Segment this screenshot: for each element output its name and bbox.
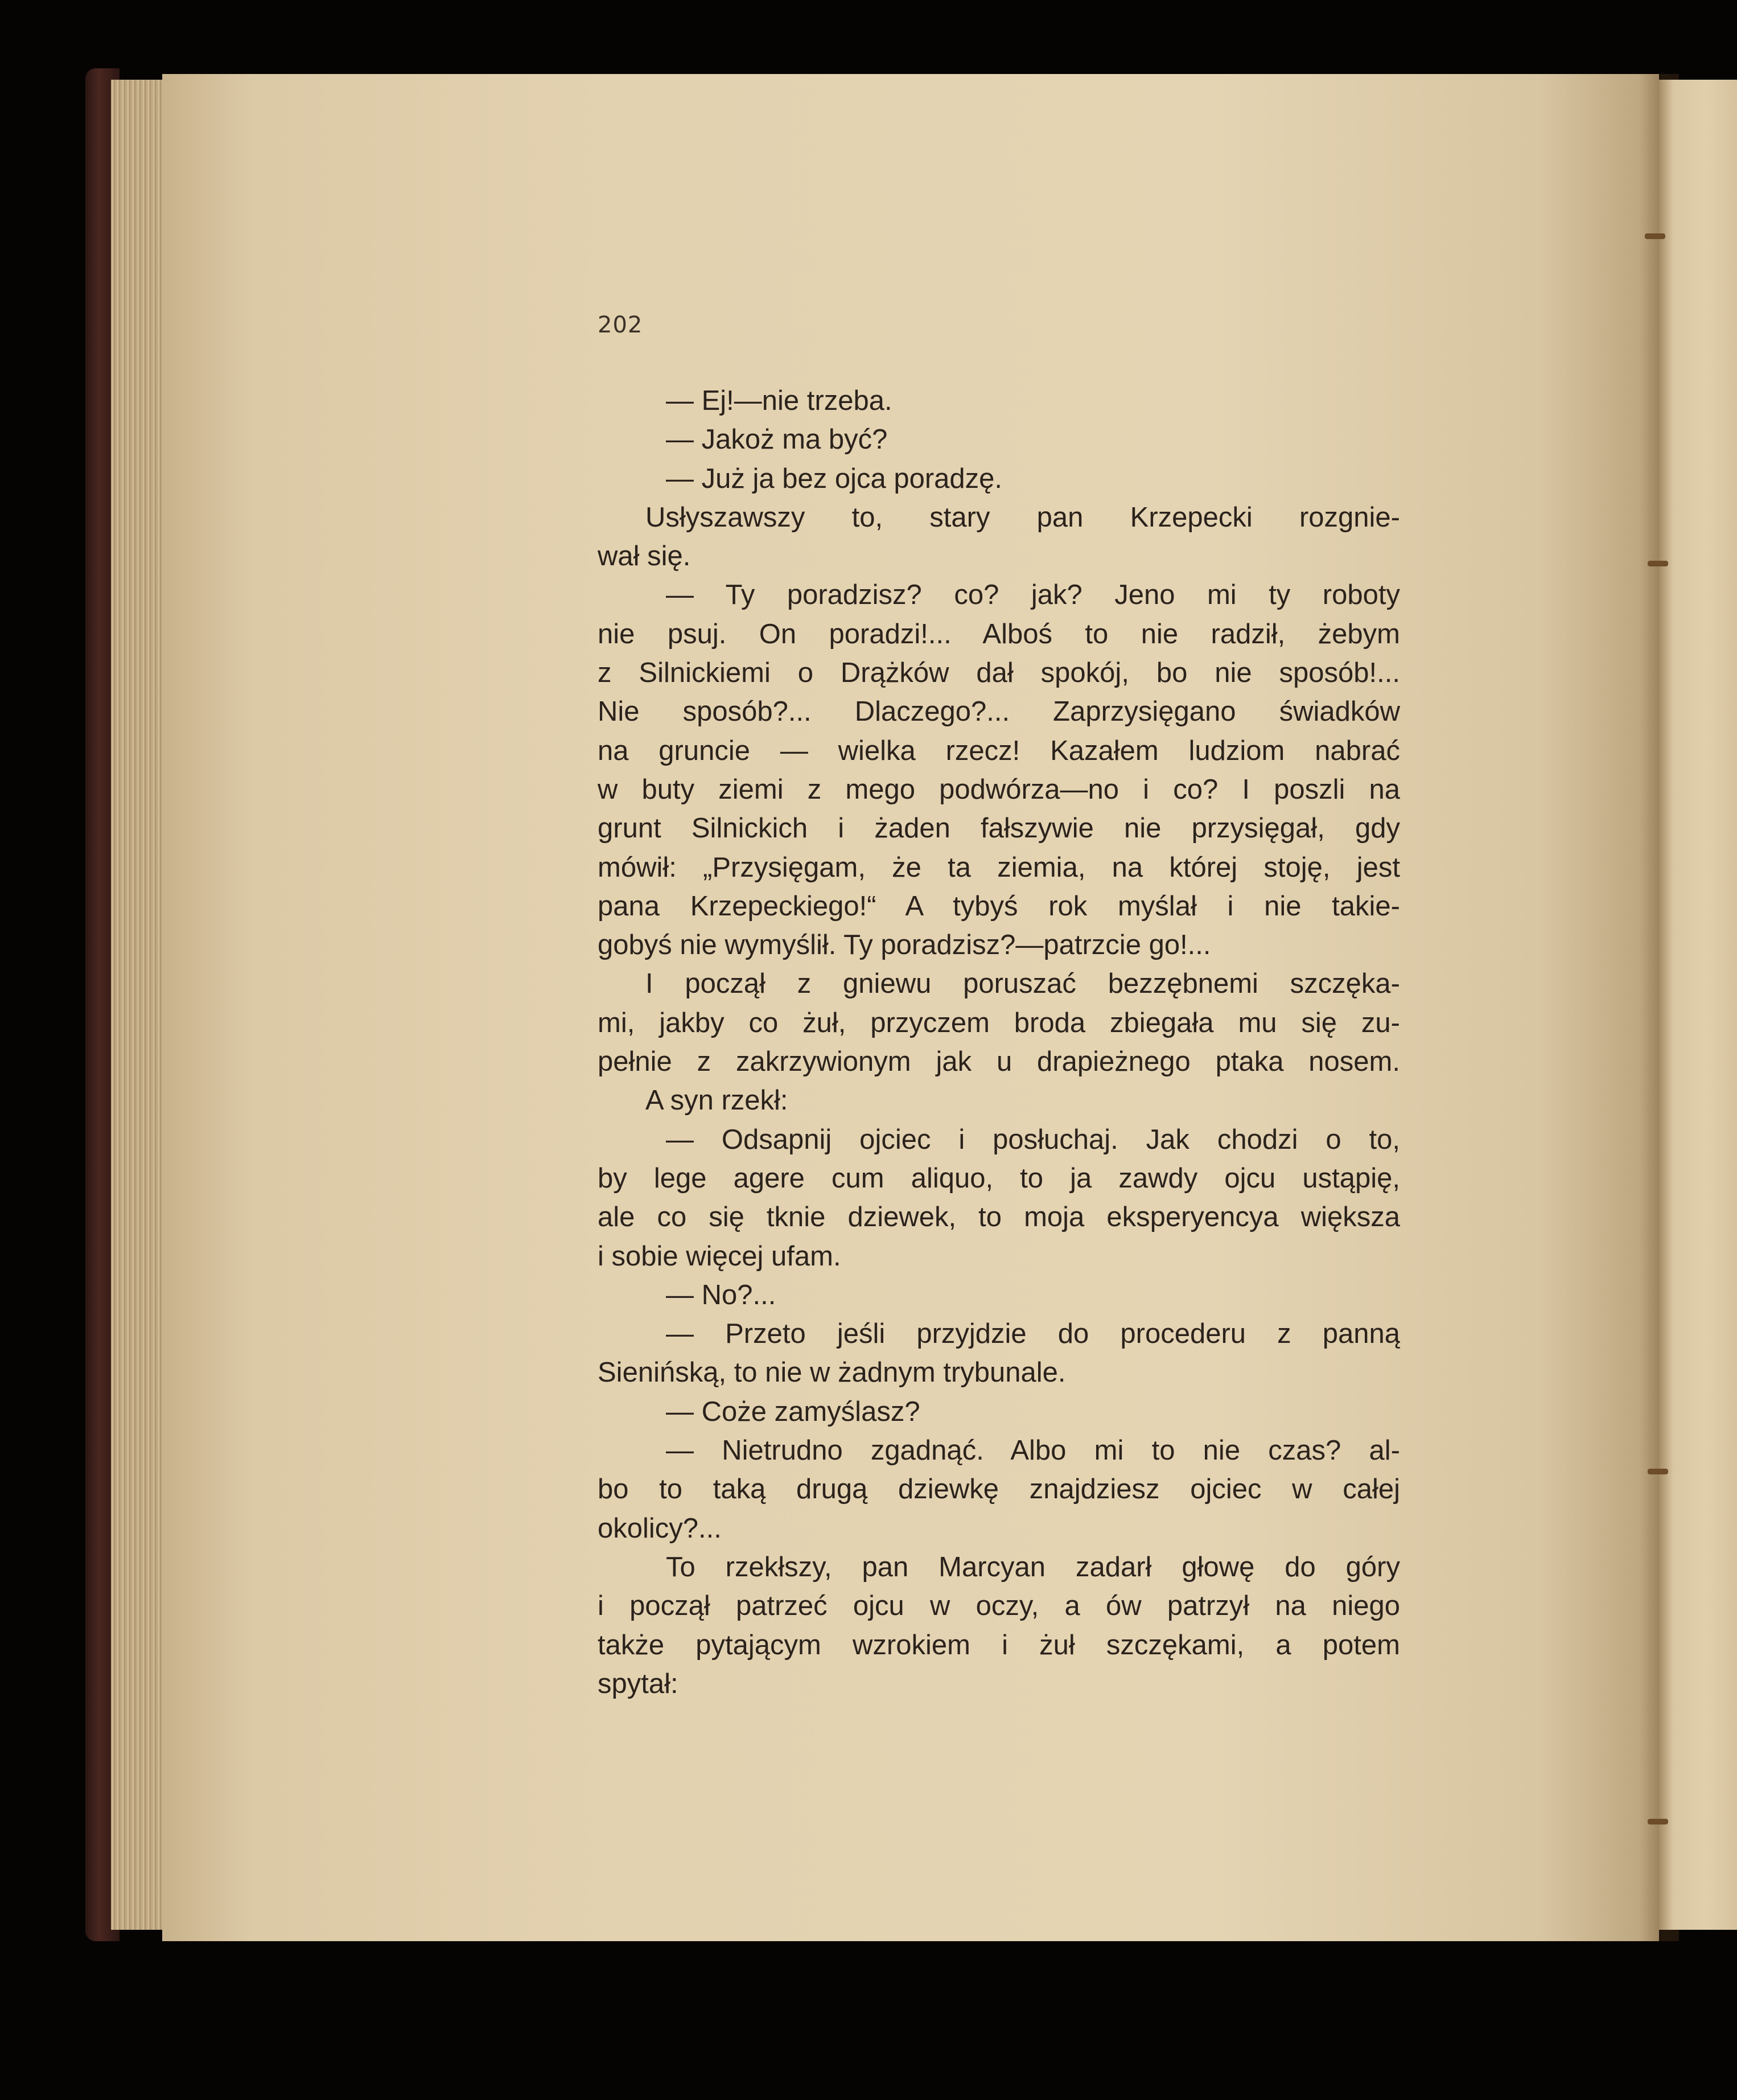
- text-line: — Ty poradzisz? co? jak? Jeno mi ty roboty: [666, 580, 1400, 611]
- text-line: w buty ziemi z mego podwórza—no i co? I poszli na: [598, 774, 1400, 805]
- text-line: bo to taką drugą dziewkę znajdziesz ojciec w całej: [598, 1474, 1400, 1505]
- text-line: To rzekłszy, pan Marcyan zadarł głowę do góry: [666, 1551, 1400, 1583]
- text-line: — Przeto jeśli przyjdzie do procederu z panną: [666, 1318, 1400, 1350]
- text-line: — Ej!—nie trzeba.: [666, 385, 892, 416]
- text-line: pełnie z zakrzywionym jak u drapieżnego ptaka nosem.: [598, 1046, 1400, 1078]
- text-line: na gruncie — wielka rzecz! Kazałem ludziom nabrać: [598, 735, 1400, 766]
- text-line: także pytającym wzrokiem i żuł szczękami, a potem: [598, 1629, 1400, 1661]
- text-line: spytał:: [598, 1668, 678, 1699]
- right-page-edge: [1659, 80, 1737, 1930]
- text-line: I począł z gniewu poruszać bezzębnemi szczęka-: [645, 968, 1400, 1000]
- text-line: i począł patrzeć ojcu w oczy, a ów patrzył na niego: [598, 1591, 1400, 1622]
- text-line: wał się.: [598, 541, 691, 572]
- text-line: A syn rzekł:: [645, 1085, 788, 1116]
- text-line: Usłyszawszy to, stary pan Krzepecki rozgnie-: [645, 502, 1400, 533]
- text-line: Sienińską, to nie w żadnym trybunale.: [598, 1357, 1066, 1388]
- text-line: pana Krzepeckiego!“ A tybyś rok myślał i nie takie-: [598, 890, 1400, 922]
- text-line: okolicy?...: [598, 1513, 722, 1544]
- text-line: z Silnickiemi o Drążków dał spokój, bo nie sposób!...: [598, 657, 1400, 689]
- text-line: by lege agere cum aliquo, to ja zawdy ojcu ustąpię,: [598, 1162, 1400, 1194]
- text-line: ale co się tknie dziewek, to moja eksperyencya większa: [598, 1202, 1400, 1233]
- binding-thread: [1648, 561, 1668, 566]
- text-line: — No?...: [666, 1279, 776, 1310]
- text-line: mówił: „Przysięgam, że ta ziemia, na której stoję, jest: [598, 852, 1400, 883]
- binding-thread: [1648, 1469, 1668, 1474]
- page-number: 202: [598, 312, 643, 338]
- page-body-text: [598, 381, 1400, 1703]
- text-line: i sobie więcej ufam.: [598, 1240, 841, 1272]
- text-line: gobyś nie wymyślił. Ty poradzisz?—patrzcie go!...: [598, 930, 1211, 961]
- binding-thread: [1645, 233, 1665, 239]
- text-line: — Już ja bez ojca poradzę.: [666, 463, 1003, 494]
- text-line: nie psuj. On poradzi!... Alboś to nie radził, żebym: [598, 618, 1400, 650]
- text-line: — Odsapnij ojciec i posłuchaj. Jak chodzi o to,: [666, 1124, 1400, 1155]
- text-line: — Nietrudno zgadnąć. Albo mi to nie czas? al-: [666, 1435, 1400, 1466]
- text-line: Nie sposób?... Dlaczego?... Zaprzysięgano świadków: [598, 696, 1400, 728]
- text-line: — Jakoż ma być?: [666, 424, 888, 455]
- text-line: — Coże zamyślasz?: [666, 1396, 920, 1427]
- binding-thread: [1648, 1819, 1668, 1824]
- text-line: mi, jakby co żuł, przyczem broda zbiegała mu się zu-: [598, 1007, 1400, 1038]
- text-line: grunt Silnickich i żaden fałszywie nie przysięgał, gdy: [598, 813, 1400, 844]
